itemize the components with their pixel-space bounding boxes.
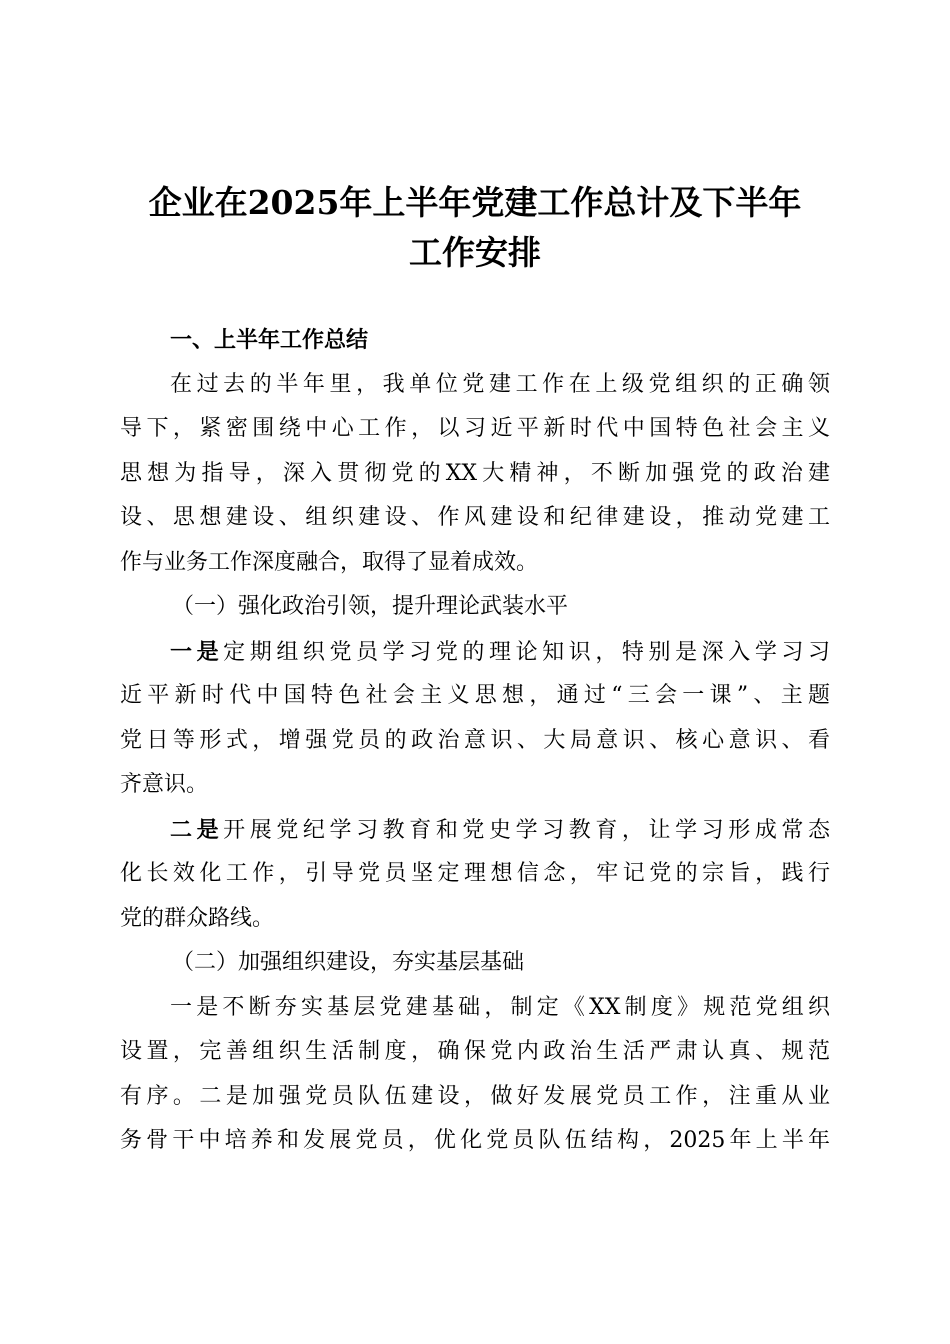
paragraph-point-2 bbox=[120, 808, 830, 942]
text-line: 有序。二是加强党员队伍建设，做好发展党员工作，注重从业 bbox=[120, 1083, 830, 1109]
lead-marker: 一是 bbox=[170, 638, 224, 665]
paragraph-organization bbox=[120, 986, 830, 1164]
text-span: 开展党纪学习教育和党史学习教育，让学习形成常态 bbox=[223, 817, 830, 843]
text-line: 在过去的半年里，我单位党建工作在上级党组织的正确领 bbox=[170, 371, 830, 397]
text-line: 齐意识。 bbox=[120, 772, 209, 797]
text-line bbox=[120, 630, 830, 675]
text-line: 设置，完善组织生活制度，确保党内政治生活严肃认真、规范 bbox=[120, 1039, 830, 1064]
text-line: 导下，紧密围绕中心工作，以习近平新时代中国特色社会主义 bbox=[120, 416, 830, 441]
text-line: 党日等形式，增强党员的政治意识、大局意识、核心意识、看 bbox=[120, 727, 830, 753]
text-line: 党的群众路线。 bbox=[120, 905, 275, 931]
text-line: 设、思想建设、组织建设、作风建设和纪律建设，推动党建工 bbox=[120, 505, 830, 530]
text-line: 近平新时代中国特色社会主义思想，通过“三会一课”、主题 bbox=[120, 683, 830, 708]
title-line-1: 企业在2025年上半年党建工作总计及下半年 bbox=[148, 183, 802, 222]
text-line: 务骨干中培养和发展党员，优化党员队伍结构，2025年上半年 bbox=[120, 1128, 830, 1153]
document-body bbox=[120, 318, 830, 1164]
paragraph-point-1 bbox=[120, 630, 830, 808]
subsection-heading: （二）加强组织建设，夯实基层基础 bbox=[172, 950, 525, 975]
text-line: 一是不断夯实基层党建基础，制定《XX制度》规范党组织 bbox=[170, 994, 830, 1020]
document-title bbox=[0, 178, 950, 278]
subsection-heading: （一）强化政治引领，提升理论武装水平 bbox=[172, 594, 569, 619]
text-line bbox=[120, 808, 830, 853]
text-line: 思想为指导，深入贯彻党的XX大精神，不断加强党的政治建 bbox=[120, 460, 830, 486]
intro-paragraph bbox=[120, 363, 830, 586]
title-line-2: 工作安排 bbox=[409, 233, 541, 272]
section-heading: 一、上半年工作总结 bbox=[170, 327, 369, 353]
text-line: 化长效化工作，引导党员坚定理想信念，牢记党的宗旨，践行 bbox=[120, 861, 830, 886]
text-span: 定期组织党员学习党的理论知识，特别是深入学习习 bbox=[223, 639, 830, 665]
text-line: 作与业务工作深度融合，取得了显着成效。 bbox=[120, 549, 539, 575]
lead-marker: 二是 bbox=[170, 816, 224, 843]
